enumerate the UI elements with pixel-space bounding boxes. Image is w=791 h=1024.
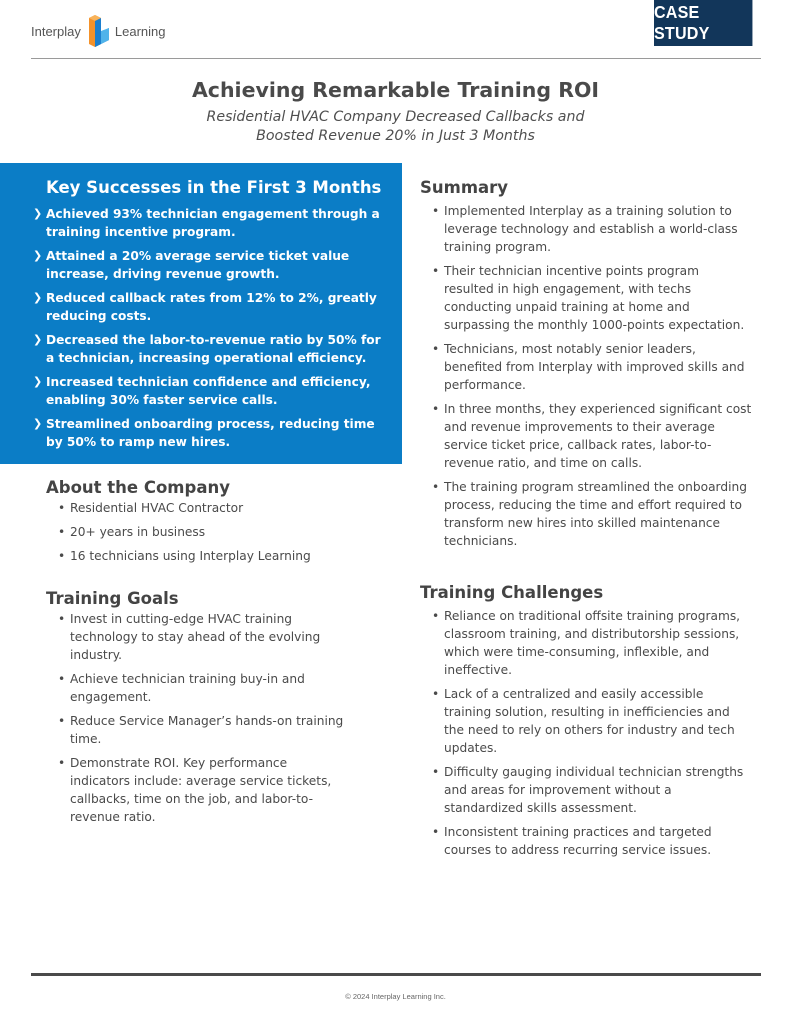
about-list (58, 499, 388, 571)
about-item: • 16 technicians using Interplay Learning (58, 549, 311, 563)
challenge-item: • Difficulty gauging individual technician strengths and areas for improvement without a standardized skills assessment. (432, 765, 744, 815)
goal-item: • Achieve technician training buy-in and engagement. (58, 672, 305, 704)
key-successes-list (33, 205, 393, 457)
summary-heading: Summary (420, 178, 509, 197)
key-success-item: ❯ Decreased the labor-to-revenue ratio by 50% for a technician, increasing operational efficiency. (33, 333, 381, 365)
bullet-icon: • (432, 765, 440, 779)
chevron-right-icon: ❯ (33, 291, 43, 304)
chevron-right-icon: ❯ (33, 375, 43, 388)
bullet-icon: • (432, 480, 440, 494)
about-item: • Residential HVAC Contractor (58, 501, 244, 515)
bullet-icon: • (58, 612, 66, 626)
bullet-icon: • (58, 714, 66, 728)
goal-item: • Demonstrate ROI. Key performance indicators include: average service tickets, callbacks, time on the job, and labor-to-revenue ratio. (58, 756, 332, 824)
bullet-icon: • (432, 264, 440, 278)
copyright-footer: © 2024 Interplay Learning Inc. (345, 992, 446, 1001)
key-successes-heading: Key Successes in the First 3 Months (46, 178, 382, 197)
bullet-icon: • (432, 609, 440, 623)
challenges-list (432, 607, 752, 865)
challenges-heading: Training Challenges (420, 583, 604, 602)
bullet-icon: • (58, 756, 66, 770)
summary-item: • Technicians, most notably senior leaders, benefited from Interplay with improved skills and performance. (432, 342, 745, 392)
bullet-icon: • (432, 402, 440, 416)
interplay-logo-icon (85, 14, 111, 48)
summary-item: • Their technician incentive points program resulted in high engagement, with techs conducting unpaid training at home and surpassing the monthly 1000-points expectation. (432, 264, 745, 332)
challenge-item: • Inconsistent training practices and targeted courses to address recurring service issues. (432, 825, 712, 857)
chevron-right-icon: ❯ (33, 417, 43, 430)
page-title: Achieving Remarkable Training ROI (191, 78, 600, 102)
goals-heading: Training Goals (46, 589, 179, 608)
challenge-item: • Reliance on traditional offsite training programs, classroom training, and distributorship sessions, which were time-consuming, inflexible, and ineffective. (432, 609, 741, 677)
bullet-icon: • (58, 525, 66, 539)
page-subtitle (150, 108, 641, 145)
key-success-item: ❯ Attained a 20% average service ticket value increase, driving revenue growth. (33, 249, 350, 281)
subtitle-line-2: Boosted Revenue 20% in Just 3 Months (256, 127, 535, 144)
summary-item: • In three months, they experienced significant cost and revenue improvements to their average service ticket price, callback rates, labor-to-revenue ratio, and time on calls. (432, 402, 752, 470)
about-heading: About the Company (46, 478, 230, 497)
key-success-item: ❯ Achieved 93% technician engagement through a training incentive program. (33, 207, 380, 239)
case-study-badge: CASE STUDY (654, 0, 752, 46)
company-logo (31, 14, 165, 48)
summary-item: • The training program streamlined the onboarding process, reducing the time and effort required to transform new hires into skilled maintenance technicians. (432, 480, 747, 548)
summary-item: • Implemented Interplay as a training solution to leverage technology and establish a world-class training program. (432, 204, 738, 254)
goal-item: • Invest in cutting-edge HVAC training technology to stay ahead of the evolving industry. (58, 612, 321, 662)
chevron-right-icon: ❯ (33, 333, 43, 346)
key-success-item: ❯ Streamlined onboarding process, reducing time by 50% to ramp new hires. (33, 417, 375, 449)
key-success-item: ❯ Increased technician confidence and efficiency, enabling 30% faster service calls. (33, 375, 371, 407)
bullet-icon: • (58, 549, 66, 563)
bullet-icon: • (432, 687, 440, 701)
chevron-right-icon: ❯ (33, 207, 43, 220)
goal-item: • Reduce Service Manager’s hands-on training time. (58, 714, 344, 746)
bullet-icon: • (58, 672, 66, 686)
header-divider (31, 58, 761, 59)
summary-list (432, 202, 752, 556)
logo-text-left: Interplay (31, 23, 81, 39)
bullet-icon: • (432, 342, 440, 356)
logo-text-right: Learning (114, 23, 166, 39)
key-success-item: ❯ Reduced callback rates from 12% to 2%, greatly reducing costs. (33, 291, 377, 323)
goals-list (58, 610, 348, 832)
subtitle-line-1: Residential HVAC Company Decreased Callbacks and (206, 109, 585, 125)
bullet-icon: • (432, 204, 440, 218)
bullet-icon: • (432, 825, 440, 839)
chevron-right-icon: ❯ (33, 249, 43, 262)
bullet-icon: • (58, 501, 66, 515)
about-item: • 20+ years in business (58, 525, 206, 539)
challenge-item: • Lack of a centralized and easily accessible training solution, resulting in inefficiencies and the need to rely on others for industry and tech updates. (432, 687, 735, 755)
footer-divider (31, 973, 761, 976)
